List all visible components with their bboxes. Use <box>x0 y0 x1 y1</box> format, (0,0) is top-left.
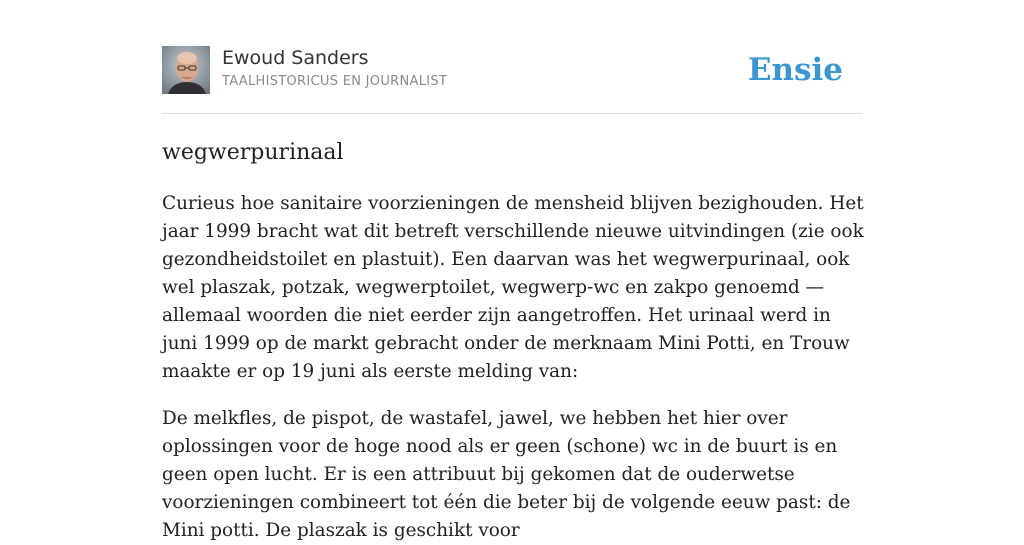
header-divider <box>162 113 862 114</box>
author-role: TAALHISTORICUS EN JOURNALIST <box>222 74 448 89</box>
article-paragraph: De melkfles, de pispot, de wastafel, jawel, we hebben het hier over oplossingen voor de hoge nood als er geen (schone) wc in de buurt is en geen open lucht. Er is een attribuut bij gekomen dat de ouderwetse voorzieningen combineert tot één die beter bij de volgende eeuw past: de Mini potti. De plaszak is geschikt voor <box>162 408 851 541</box>
article-paragraph: Curieus hoe sanitaire voorzieningen de mensheid blijven bezighouden. Het jaar 1999 bracht wat dit betreft verschillende nieuwe uitvindingen (zie ook gezondheidstoilet en plastuit). Een daarvan was het wegwerpurinaal, ook wel plaszak, potzak, wegwerptoilet, wegwerp-wc en zakpo genoemd — allemaal woorden die niet eerder zijn aangetroffen. Het urinaal werd in juni 1999 op de markt gebracht onder de merknaam Mini Potti, en Trouw maakte er op 19 juni als eerste melding van: <box>162 193 864 382</box>
author-name[interactable]: Ewoud Sanders <box>222 47 369 69</box>
article-title: wegwerpurinaal <box>162 140 344 165</box>
author-avatar[interactable] <box>162 46 210 94</box>
author-photo <box>162 46 210 94</box>
article-header <box>162 46 862 96</box>
ensie-logo[interactable]: Ensie <box>747 52 843 88</box>
